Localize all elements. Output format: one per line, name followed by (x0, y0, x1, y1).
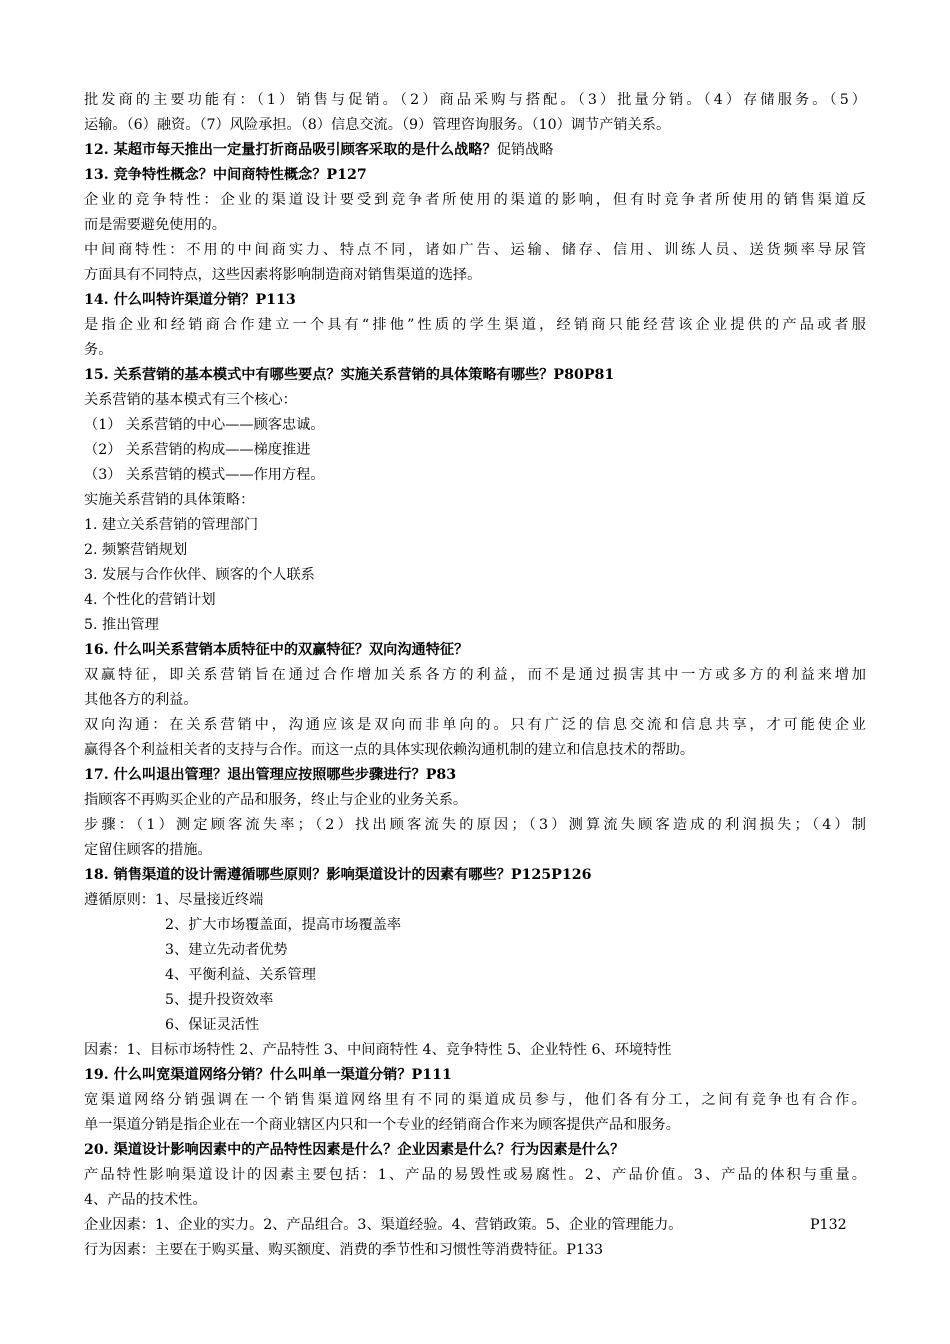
text-line: 实施关系营销的具体策略： (84, 492, 255, 508)
text-line: 产品特性影响渠道设计的因素主要包括：1、产品的易毁性或易腐性。2、产品价值。3、产品的体积与重量。 (84, 1167, 866, 1183)
question-17-title: 17. 什么叫退出管理？退出管理应按照哪些步骤进行？P83 (84, 767, 457, 783)
text-line: 企业因素：1、企业的实力。2、产品组合。3、渠道经验。4、营销政策。5、企业的管理能力。 (84, 1217, 683, 1233)
text-line: 运输。（6）融资。（7）风险承担。（8）信息交流。（9）管理咨询服务。（10）调节产销关系。 (84, 117, 671, 133)
text-line: 双赢特征，即关系营销旨在通过合作增加关系各方的利益，而不是通过损害其中一方或多方的利益来增加 (84, 667, 866, 683)
text-line: 单一渠道分销是指企业在一个商业辖区内只和一个专业的经销商合作来为顾客提供产品和服务。 (84, 1117, 680, 1133)
list-item: 2. 频繁营销规划 (84, 542, 188, 558)
question-12 (84, 138, 553, 163)
page-reference: P132 (810, 1217, 847, 1233)
text-line: 步骤：（1）测定顾客流失率；（2）找出顾客流失的原因；（3）测算流失顾客造成的利润损失；（4）制 (84, 817, 866, 833)
list-item: 6、保证灵活性 (165, 1017, 260, 1033)
list-item: 3、建立先动者优势 (165, 942, 288, 958)
list-item: 5、提升投资效率 (165, 992, 274, 1008)
text-line: 因素：1、目标市场特性 2、产品特性 3、中间商特性 4、竞争特性 5、企业特性 6、环境特性 (84, 1042, 672, 1058)
list-item: 2、扩大市场覆盖面，提高市场覆盖率 (165, 917, 402, 933)
list-item: 1. 建立关系营销的管理部门 (84, 517, 259, 533)
text-line: 方面具有不同特点，这些因素将影响制造商对销售渠道的选择。 (84, 267, 482, 283)
question-answer: 促销战略 (496, 142, 554, 158)
list-item: 遵循原则：1、尽量接近终端 (84, 892, 264, 908)
text-line: 而是需要避免使用的。 (84, 217, 226, 233)
text-line: 4、产品的技术性。 (84, 1192, 207, 1208)
text-line: 赢得各个利益相关者的支持与合作。而这一点的具体实现依赖沟通机制的建立和信息技术的帮助。 (84, 742, 695, 758)
question-13-title: 13. 竞争特性概念？中间商特性概念？P127 (84, 167, 367, 183)
text-line: 宽渠道网络分销强调在一个销售渠道网络里有不同的渠道成员参与，他们各有分工，之间有竞争也有合作。 (84, 1092, 866, 1108)
text-line: 中间商特性：不用的中间商实力、特点不同，诸如广告、运输、储存、信用、训练人员、送货频率导尿管 (84, 242, 866, 258)
text-line: 指顾客不再购买企业的产品和服务，终止与企业的业务关系。 (84, 792, 468, 808)
list-item: 4、平衡利益、关系管理 (165, 967, 316, 983)
list-item: 4. 个性化的营销计划 (84, 592, 216, 608)
list-item: （2） 关系营销的构成——梯度推进 (84, 442, 311, 458)
text-line: 是指企业和经销商合作建立一个具有“排他”性质的学生渠道，经销商只能经营该企业提供的产品或者服 (84, 317, 866, 333)
text-line: 行为因素：主要在于购买量、购买额度、消费的季节性和习惯性等消费特征。P133 (84, 1242, 604, 1258)
question-18-title: 18. 销售渠道的设计需遵循哪些原则？影响渠道设计的因素有哪些？P125P126 (84, 867, 592, 883)
list-item: （3） 关系营销的模式——作用方程。 (84, 467, 325, 483)
text-line: 批发商的主要功能有：（1）销售与促销。（2）商品采购与搭配。（3）批量分销。（4）存储服务。（5） (84, 92, 866, 108)
text-line: 其他各方的利益。 (84, 692, 198, 708)
text-line: 企业的竞争特性：企业的渠道设计要受到竞争者所使用的渠道的影响，但有时竞争者所使用的销售渠道反 (84, 192, 866, 208)
question-19-title: 19. 什么叫宽渠道网络分销？什么叫单一渠道分销？P111 (84, 1067, 452, 1083)
question-16-title: 16. 什么叫关系营销本质特征中的双赢特征？双向沟通特征？ (84, 642, 469, 658)
text-line: 定留住顾客的措施。 (84, 842, 212, 858)
question-15-title: 15. 关系营销的基本模式中有哪些要点？实施关系营销的具体策略有哪些？P80P81 (84, 367, 615, 383)
list-item: （1） 关系营销的中心——顾客忠诚。 (84, 417, 325, 433)
list-item: 3. 发展与合作伙伴、顾客的个人联系 (84, 567, 315, 583)
list-item: 5. 推出管理 (84, 617, 159, 633)
text-line: 双向沟通：在关系营销中，沟通应该是双向而非单向的。只有广泛的信息交流和信息共享，才可能使企业 (84, 717, 866, 733)
text-line: 务。 (84, 342, 113, 358)
question-14-title: 14. 什么叫特许渠道分销？P113 (84, 292, 296, 308)
text-line: 关系营销的基本模式有三个核心： (84, 392, 297, 408)
question-title: 12. 某超市每天推出一定量打折商品吸引顾客采取的是什么战略？ (84, 142, 497, 158)
question-20-title: 20. 渠道设计影响因素中的产品特性因素是什么？企业因素是什么？行为因素是什么？ (84, 1142, 625, 1158)
